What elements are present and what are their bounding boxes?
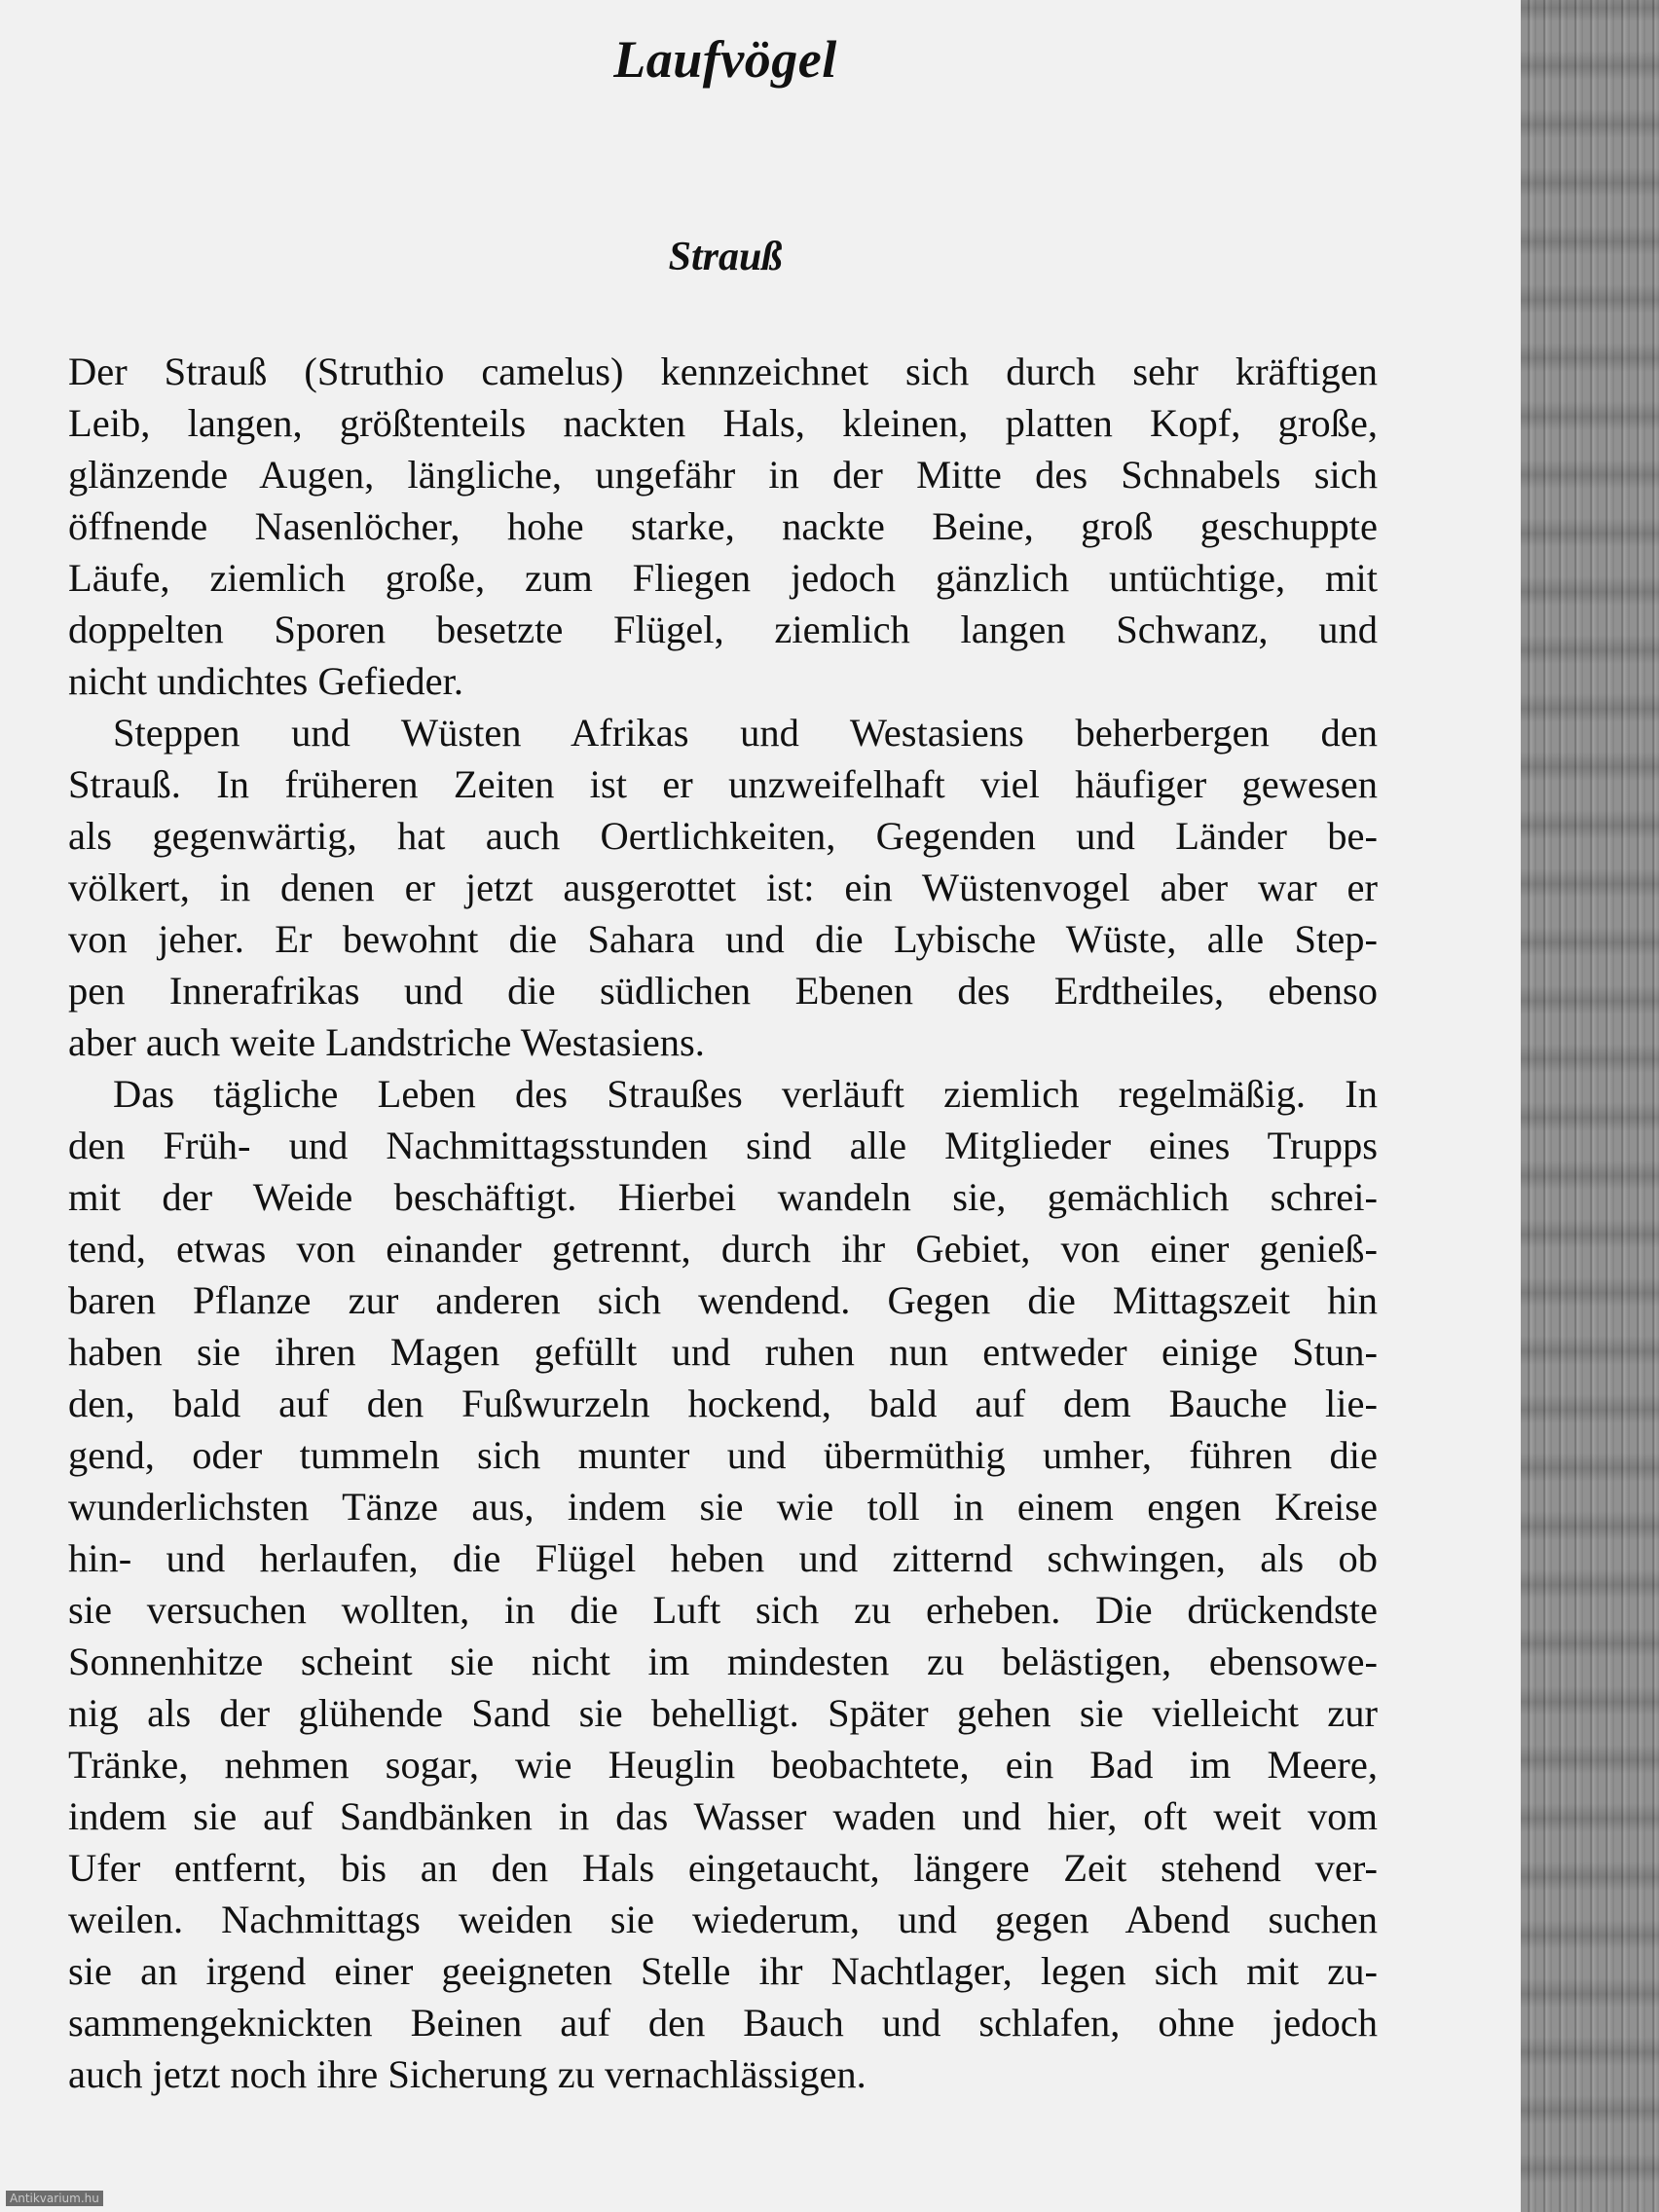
text-line: weilen. Nachmittags weiden sie wiederum, und gegen Abend suchen (68, 1898, 1378, 1941)
body-text (68, 346, 1378, 2100)
page-heading: Laufvögel (613, 30, 837, 89)
text-line: pen Innerafrikas und die südlichen Ebenen des Erdtheiles, ebenso (68, 969, 1378, 1013)
paragraph-3 (68, 1068, 1378, 2100)
section-title: Strauß (668, 235, 783, 279)
text-line: hin- und herlaufen, die Flügel heben und zitternd schwingen, als ob (68, 1536, 1378, 1580)
text-line: Leib, langen, größtenteils nackten Hals, kleinen, platten Kopf, große, (68, 401, 1378, 445)
text-line: Tränke, nehmen sogar, wie Heuglin beobachtete, ein Bad im Meere, (68, 1743, 1378, 1787)
text-line: den, bald auf den Fußwurzeln hockend, bald auf dem Bauche lie- (68, 1382, 1378, 1425)
page-stack-edge (1521, 0, 1659, 2212)
text-line: Sonnenhitze scheint sie nicht im mindesten zu belästigen, ebensowe- (68, 1640, 1378, 1683)
text-line: mit der Weide beschäftigt. Hierbei wandeln sie, gemächlich schrei- (68, 1175, 1378, 1219)
text-line: Läufe, ziemlich große, zum Fliegen jedoch gänzlich untüchtige, mit (68, 556, 1378, 600)
text-line: den Früh- und Nachmittagsstunden sind alle Mitglieder eines Trupps (68, 1124, 1378, 1167)
text-line: wunderlichsten Tänze aus, indem sie wie toll in einem engen Kreise (68, 1485, 1378, 1529)
text-line: Steppen und Wüsten Afrikas und Westasiens beherbergen den (113, 711, 1378, 755)
watermark: Antikvarium.hu (6, 2191, 103, 2206)
paragraph-1 (68, 346, 1378, 707)
text-line: öffnende Nasenlöcher, hohe starke, nackte Beine, groß geschuppte (68, 504, 1378, 548)
text-line: sammengeknickten Beinen auf den Bauch und schlafen, ohne jedoch (68, 2001, 1378, 2045)
text-line: glänzende Augen, längliche, ungefähr in der Mitte des Schnabels sich (68, 453, 1378, 497)
text-line: auch jetzt noch ihre Sicherung zu vernachlässigen. (68, 2052, 866, 2096)
text-line: tend, etwas von einander getrennt, durch ihr Gebiet, von einer genieß- (68, 1227, 1378, 1271)
text-line: baren Pflanze zur anderen sich wendend. Gegen die Mittagszeit hin (68, 1278, 1378, 1322)
text-line: Ufer entfernt, bis an den Hals eingetaucht, längere Zeit stehend ver- (68, 1846, 1378, 1890)
text-line: nig als der glühende Sand sie behelligt. Später gehen sie vielleicht zur (68, 1691, 1378, 1735)
text-line: sie an irgend einer geeigneten Stelle ihr Nachtlager, legen sich mit zu- (68, 1949, 1378, 1993)
text-line: doppelten Sporen besetzte Flügel, ziemlich langen Schwanz, und (68, 608, 1378, 651)
text-line: Strauß. In früheren Zeiten ist er unzweifelhaft viel häufiger gewesen (68, 762, 1378, 806)
paragraph-2 (68, 707, 1378, 1068)
text-line: als gegenwärtig, hat auch Oertlichkeiten, Gegenden und Länder be- (68, 814, 1378, 858)
text-line: völkert, in denen er jetzt ausgerottet ist: ein Wüstenvogel aber war er (68, 866, 1378, 909)
text-line: sie versuchen wollten, in die Luft sich zu erheben. Die drückendste (68, 1588, 1378, 1632)
text-line: von jeher. Er bewohnt die Sahara und die Lybische Wüste, alle Step- (68, 917, 1378, 961)
text-line: Der Strauß (Struthio camelus) kennzeichnet sich durch sehr kräftigen (68, 350, 1378, 393)
text-line: gend, oder tummeln sich munter und übermüthig umher, führen die (68, 1433, 1378, 1477)
text-line: aber auch weite Landstriche Westasiens. (68, 1020, 705, 1064)
text-line: Das tägliche Leben des Straußes verläuft ziemlich regelmäßig. In (113, 1072, 1378, 1116)
text-line: nicht undichtes Gefieder. (68, 659, 463, 703)
text-line: haben sie ihren Magen gefüllt und ruhen nun entweder einige Stun- (68, 1330, 1378, 1374)
text-line: indem sie auf Sandbänken in das Wasser waden und hier, oft weit vom (68, 1794, 1378, 1838)
